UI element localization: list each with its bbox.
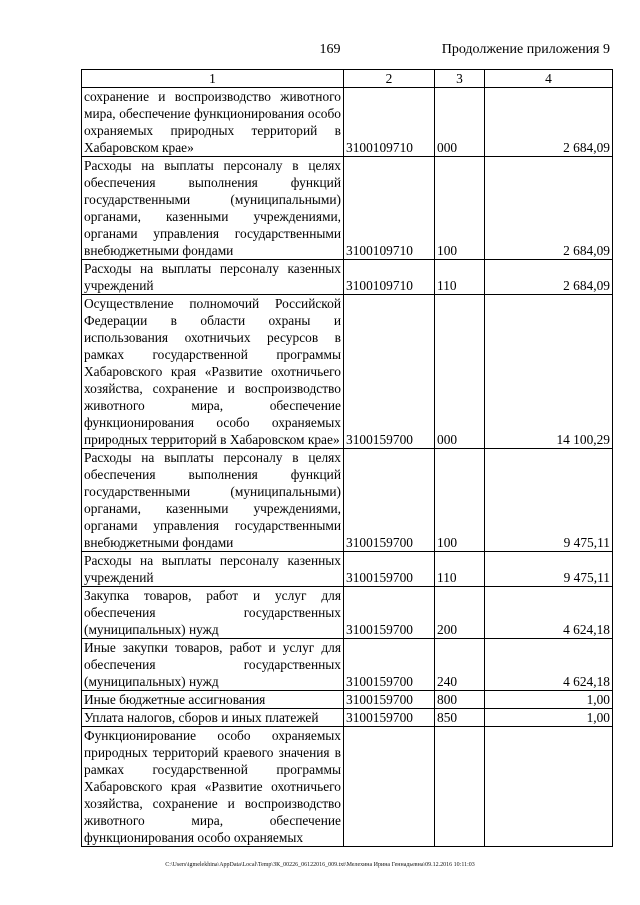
- row-expense-type: 800: [435, 691, 485, 709]
- row-target-article: 3100109710: [344, 157, 435, 260]
- table-row: [82, 260, 613, 295]
- row-amount: 1,00: [485, 691, 613, 709]
- row-amount: 1,00: [485, 709, 613, 727]
- row-name: Функционирование особо охраняемых природных территорий краевого значения в рамках государственной программы Хабаровского края «Развитие охотничьего хозяйства, сохранение и воспроизводство животного мира, обеспечение функционирования особо охраняемых: [82, 727, 344, 847]
- row-target-article: 3100159700: [344, 295, 435, 449]
- row-name: Закупка товаров, работ и услуг для обеспечения государственных (муниципальных) нужд: [82, 587, 344, 639]
- row-amount: 4 624,18: [485, 587, 613, 639]
- row-name: Расходы на выплаты персоналу в целях обеспечения выполнения функций государственными (муниципальными) органами, казенными учреждениями, органами управления государственными внебюджетными фондами: [82, 449, 344, 552]
- row-amount: 2 684,09: [485, 88, 613, 157]
- row-expense-type: 850: [435, 709, 485, 727]
- table-header-row: [82, 70, 613, 88]
- row-name: сохранение и воспроизводство животного мира, обеспечение функционирования особо охраняемых природных территорий в Хабаровском крае»: [82, 88, 344, 157]
- row-amount: 9 475,11: [485, 449, 613, 552]
- page-number: 169: [319, 42, 341, 57]
- row-target-article: [344, 727, 435, 847]
- row-target-article: 3100109710: [344, 260, 435, 295]
- row-target-article: 3100159700: [344, 552, 435, 587]
- table-row: [82, 587, 613, 639]
- budget-table: [81, 69, 613, 847]
- row-expense-type: 110: [435, 260, 485, 295]
- table-row: [82, 88, 613, 157]
- table-row: [82, 157, 613, 260]
- row-amount: 14 100,29: [485, 295, 613, 449]
- row-name: Иные закупки товаров, работ и услуг для обеспечения государственных (муниципальных) нужд: [82, 639, 344, 691]
- table-row: [82, 691, 613, 709]
- row-expense-type: 200: [435, 587, 485, 639]
- table-row: [82, 449, 613, 552]
- row-target-article: 3100159700: [344, 449, 435, 552]
- row-expense-type: 240: [435, 639, 485, 691]
- row-target-article: 3100159700: [344, 587, 435, 639]
- footer-file-path: C:\Users\igmelekhina\AppData\Local\Temp\ЗК_00226_06122016_009.txt\Мелехина Ирина Геннадьевна\09.12.2016 10:11:03: [165, 862, 475, 868]
- row-expense-type: 110: [435, 552, 485, 587]
- row-amount: 4 624,18: [485, 639, 613, 691]
- row-target-article: 3100159700: [344, 639, 435, 691]
- table-row: [82, 709, 613, 727]
- table-row: [82, 727, 613, 847]
- row-amount: [485, 727, 613, 847]
- row-name: Осуществление полномочий Российской Федерации в области охраны и использования охотничьих ресурсов в рамках государственной программы Хабаровского края «Развитие охотничьего хозяйства, сохранение и воспроизводство животного мира, обеспечение функционирования особо охраняемых природных территорий в Хабаровском крае»: [82, 295, 344, 449]
- row-expense-type: 000: [435, 295, 485, 449]
- table-row: [82, 639, 613, 691]
- column-header-name: 1: [82, 70, 344, 88]
- row-amount: 9 475,11: [485, 552, 613, 587]
- row-name: Уплата налогов, сборов и иных платежей: [82, 709, 344, 727]
- row-name: Расходы на выплаты персоналу казенных учреждений: [82, 552, 344, 587]
- row-amount: 2 684,09: [485, 157, 613, 260]
- row-expense-type: 100: [435, 449, 485, 552]
- row-expense-type: 000: [435, 88, 485, 157]
- row-target-article: 3100159700: [344, 709, 435, 727]
- column-header-expense-type: 3: [435, 70, 485, 88]
- table-row: [82, 295, 613, 449]
- row-name: Расходы на выплаты персоналу в целях обеспечения выполнения функций государственными (муниципальными) органами, казенными учреждениями, органами управления государственными внебюджетными фондами: [82, 157, 344, 260]
- appendix-continuation-label: Продолжение приложения 9: [441, 42, 610, 57]
- row-amount: 2 684,09: [485, 260, 613, 295]
- row-target-article: 3100109710: [344, 88, 435, 157]
- row-expense-type: [435, 727, 485, 847]
- row-expense-type: 100: [435, 157, 485, 260]
- row-name: Иные бюджетные ассигнования: [82, 691, 344, 709]
- column-header-target-article: 2: [344, 70, 435, 88]
- row-name: Расходы на выплаты персоналу казенных учреждений: [82, 260, 344, 295]
- table-row: [82, 552, 613, 587]
- row-target-article: 3100159700: [344, 691, 435, 709]
- column-header-amount: 4: [485, 70, 613, 88]
